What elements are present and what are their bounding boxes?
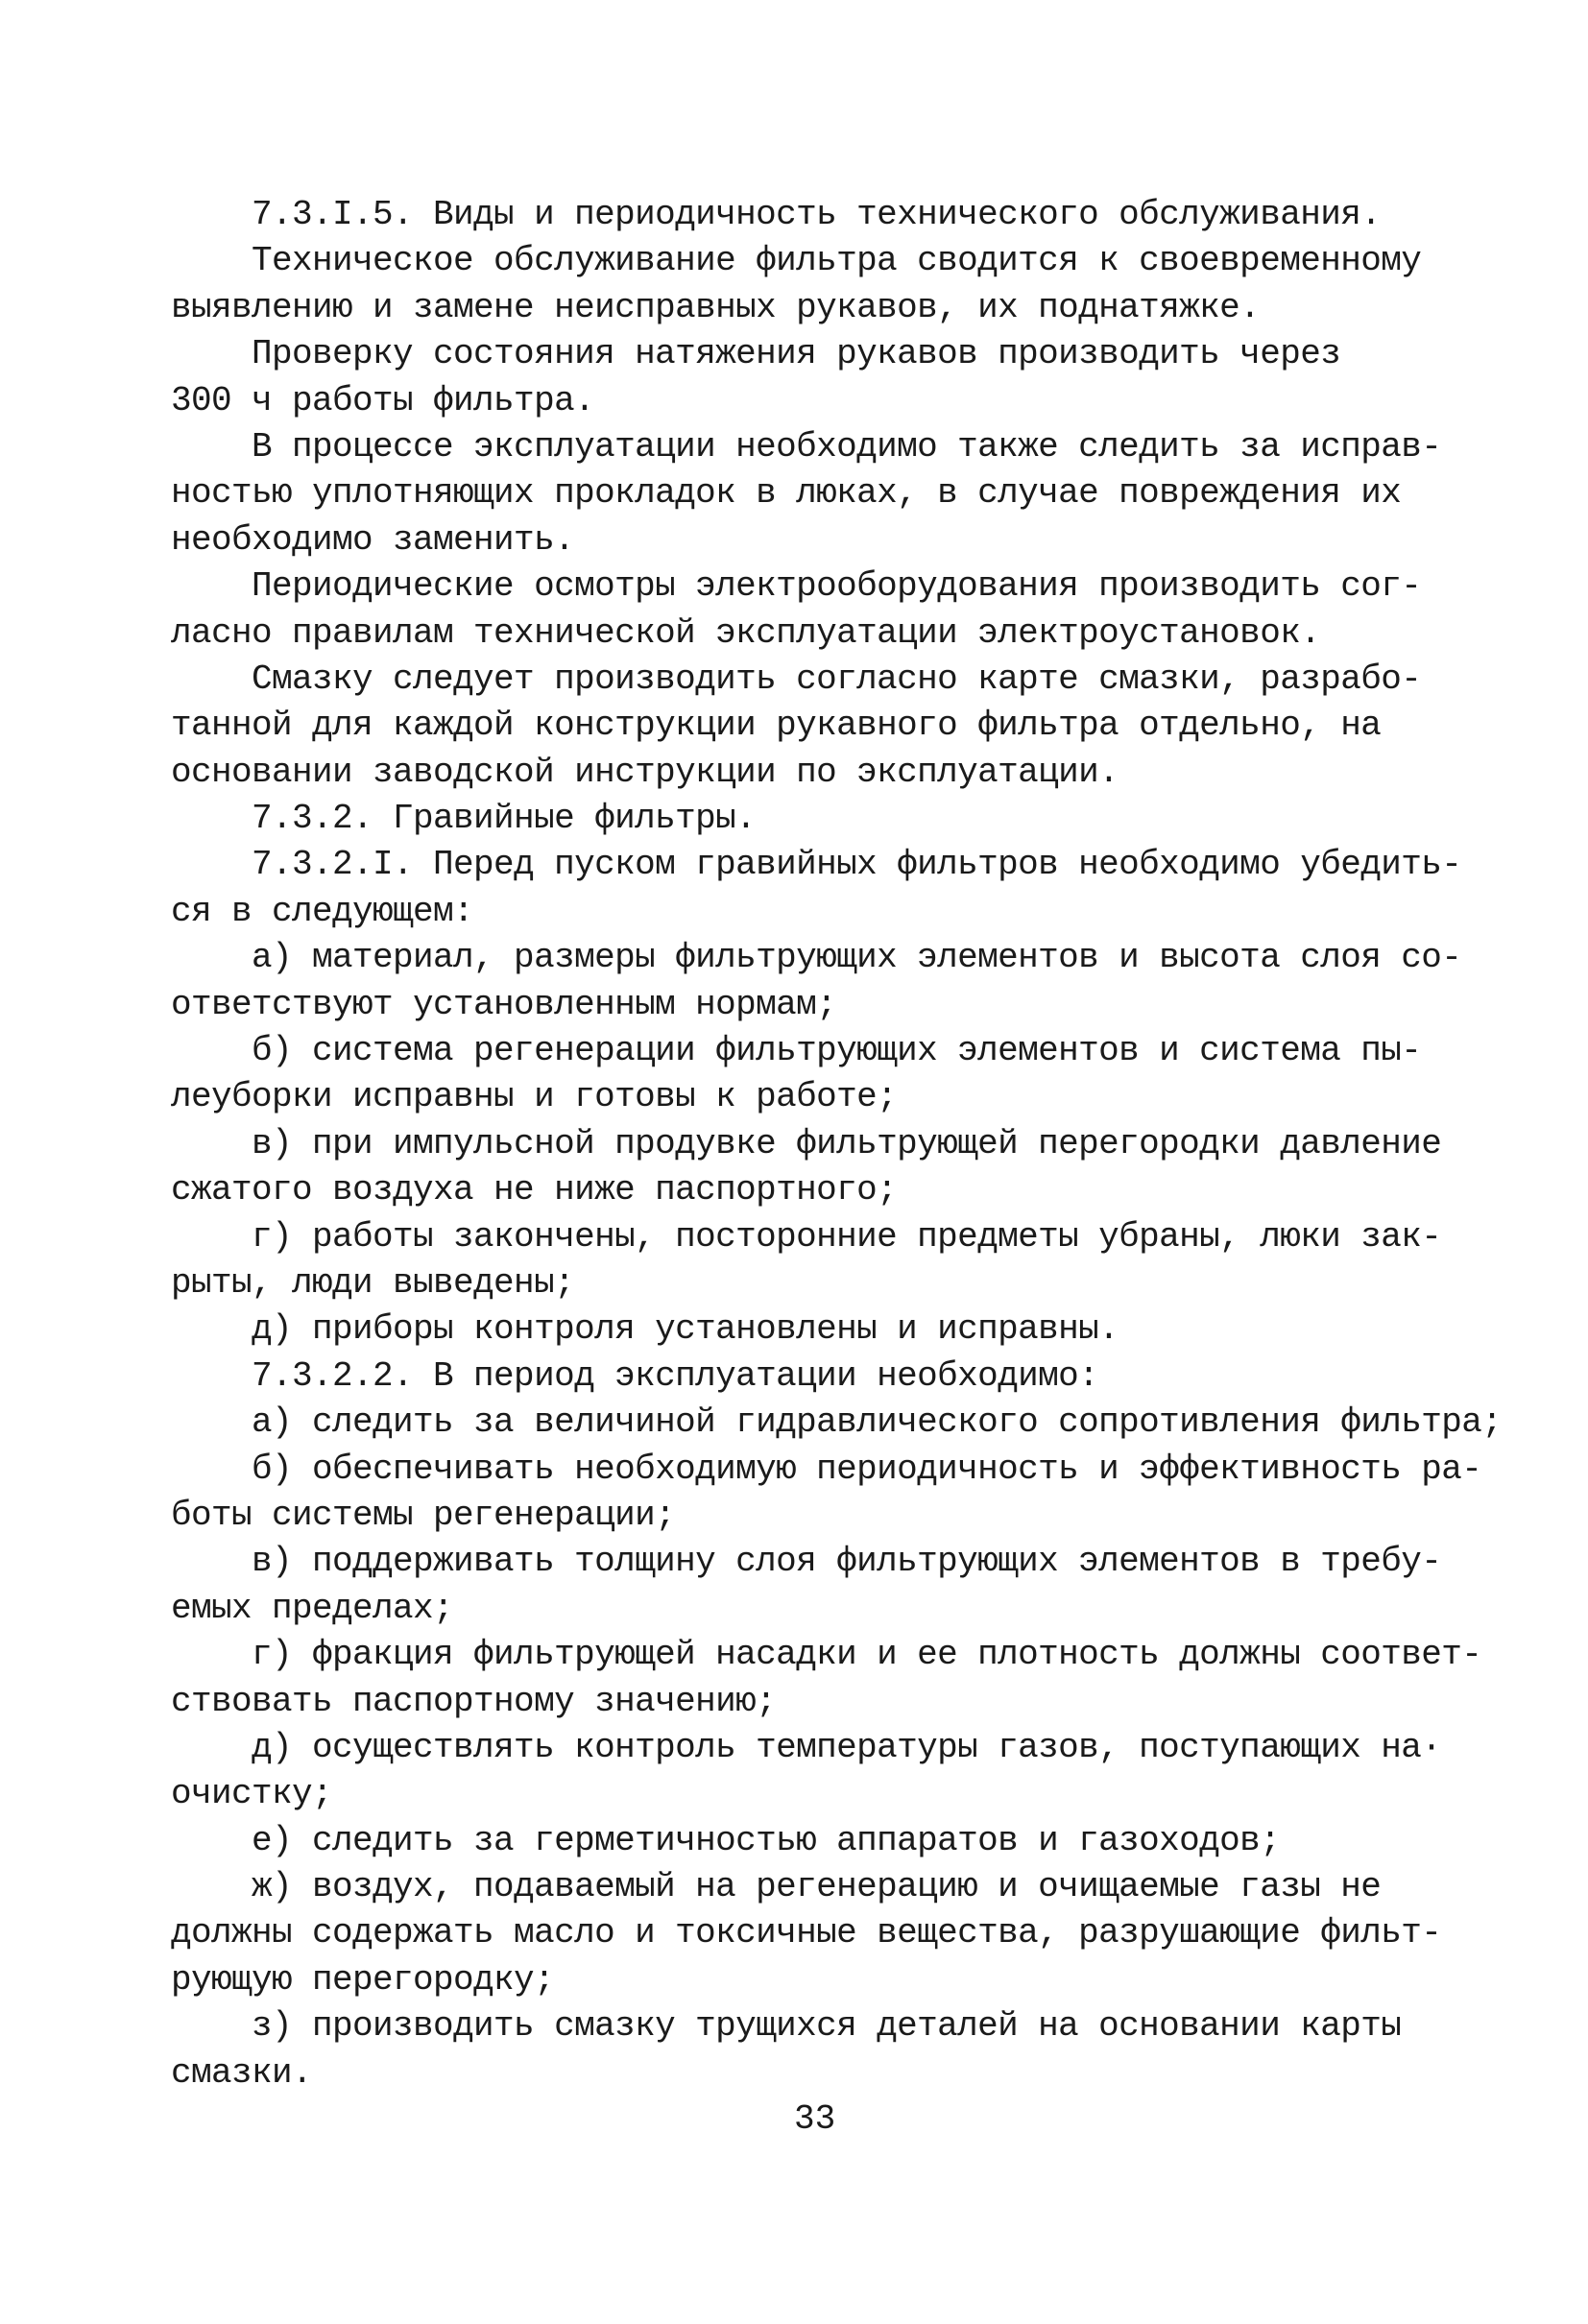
text-line: 7.3.2.2. В период эксплуатации необходимо: (171, 1355, 1099, 1396)
text-line: в) при импульсной продувке фильтрующей перегородки давление (171, 1123, 1442, 1163)
text-line: В процессе эксплуатации необходимо также следить за исправ- (171, 426, 1442, 467)
text-line: а) следить за величиной гидравлического сопротивления фильтра; (171, 1402, 1503, 1443)
text-line: з) производить смазку трущихся деталей на основании карты (171, 2006, 1402, 2047)
text-line: должны содержать масло и токсичные вещества, разрушающие фильт- (171, 1913, 1442, 1953)
text-line: 7.3.2. Гравийные фильтры. (171, 799, 757, 839)
text-line: леуборки исправны и готовы к работе; (171, 1077, 898, 1117)
text-line: ся в следующем: (171, 891, 474, 931)
text-line: ностью уплотняющих прокладок в люках, в случае повреждения их (171, 473, 1402, 514)
text-line: рыты, люди выведены; (171, 1262, 575, 1303)
text-line: в) поддерживать толщину слоя фильтрующих элементов в требу- (171, 1542, 1442, 1582)
text-line: Техническое обслуживание фильтра сводится к своевременному (171, 241, 1422, 281)
text-line: емых пределах; (171, 1588, 454, 1628)
text-line: очистку; (171, 1774, 333, 1814)
text-line: 7.3.2.I. Перед пуском гравийных фильтров необходимо убедить- (171, 845, 1462, 885)
text-line: д) приборы контроля установлены и исправны. (171, 1309, 1119, 1350)
text-line: Периодические осмотры электрооборудования производить сог- (171, 566, 1422, 607)
text-line: сжатого воздуха не ниже паспортного; (171, 1170, 898, 1210)
text-line: выявлению и замене неисправных рукавов, их поднатяжке. (171, 287, 1261, 327)
text-line: ж) воздух, подаваемый на регенерацию и очищаемые газы не (171, 1867, 1382, 1907)
text-line: 7.3.I.5. Виды и периодичность технического обслуживания. (171, 195, 1382, 234)
page-number: 33 (794, 2099, 836, 2139)
text-line: рующую перегородку; (171, 1959, 555, 2000)
text-line: г) фракция фильтрующей насадки и ее плотность должны соответ- (171, 1635, 1482, 1675)
text-line: ствовать паспортному значению; (171, 1681, 777, 1721)
document-body (171, 192, 1503, 2096)
text-line: б) обеспечивать необходимую периодичность и эффективность ра- (171, 1449, 1482, 1489)
text-line: д) осуществлять контроль температуры газов, поступающих на· (171, 1727, 1442, 1767)
text-line: а) материал, размеры фильтрующих элементов и высота слоя со- (171, 938, 1462, 978)
text-line: 300 ч работы фильтра. (171, 380, 595, 420)
text-line: Проверку состояния натяжения рукавов производить через (171, 334, 1341, 374)
text-line: основании заводской инструкции по эксплуатации. (171, 752, 1119, 792)
text-line: г) работы закончены, посторонние предметы убраны, люки зак- (171, 1216, 1442, 1257)
text-line: Смазку следует производить согласно карте смазки, разрабо- (171, 659, 1422, 699)
text-line: е) следить за герметичностью аппаратов и газоходов; (171, 1820, 1281, 1860)
text-line: боты системы регенерации; (171, 1495, 676, 1535)
text-line: смазки. (171, 2052, 313, 2093)
text-line: б) система регенерации фильтрующих элементов и система пы- (171, 1031, 1422, 1071)
text-line: ответствуют установленным нормам; (171, 984, 837, 1024)
text-line: танной для каждой конструкции рукавного фильтра отдельно, на (171, 706, 1382, 746)
text-line: необходимо заменить. (171, 519, 575, 560)
text-line: ласно правилам технической эксплуатации электроустановок. (171, 612, 1321, 653)
